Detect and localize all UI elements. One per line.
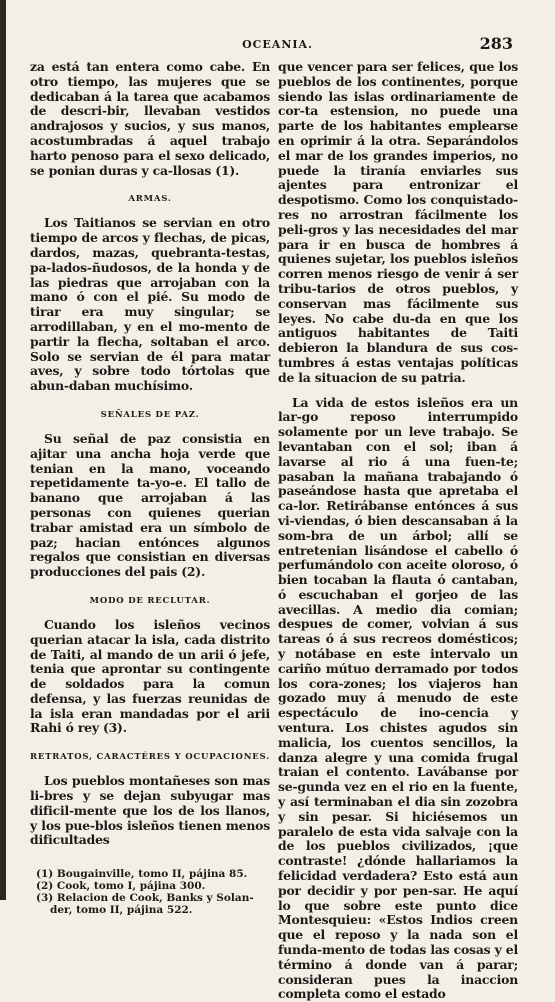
paragraph-armas: Los Taitianos se servian en otro tiempo de arcos y flechas, de picas, dardos, mazas, quebranta-testas, pa-lados-ñudosos, de la honda y de las piedras que arrojaban con la mano ó con el pié. Su modo de tirar era muy singular; se arrodillaban, y en el mo-mento de partir la flecha, soltaban el arco. Solo se servian de él para matar aves, y sobre todo tórtolas que abun-daban muchísimo.: [30, 215, 270, 394]
footnotes: [30, 868, 270, 916]
paragraph-islands: que vencer para ser felices, que los pueblos de los continentes, porque siendo las islas ordinariamente de cor-ta estension, no puede una parte de los habitantes emplearse en oprimir á la otra. Separándolos el mar de los grandes imperios, no puede la tiranía enviarles sus ajentes para entronizar el despotismo. Como los conquistado-res no arrostran fácilmente los peli-gros y las necesidades del mar para ir en busca de hombres á quienes sujetar, los pueblos isleños corren menos riesgo de venir á ser tribu-tarios de otros pueblos, y conservan mas fácilmente sus leyes. No cabe du-da en que los antiguos habitantes de Taiti debieron la blandura de sus cos-tumbres á estas ventajas políticas de la situacion de su patria.: [278, 59, 518, 385]
right-column: [278, 60, 518, 1002]
footnote-1: (1) Bougainville, tomo II, pájina 85.: [36, 868, 248, 881]
paragraph-retratos: Los pueblos montañeses son mas li-bres y se dejan subyugar mas dificil-mente que los de los llanos, y los pue-blos isleños tienen menos dificultades: [30, 773, 270, 848]
paragraph-reclutar: Cuando los isleños vecinos querian atacar la isla, cada distrito de Taiti, al mando de un arii ó jefe, tenia que aprontar su contingente de soldados para la comun defensa, y las fuerzas reunidas de la isla eran mandadas por el arii Rahi ó rey (3).: [30, 616, 270, 736]
footnote-3: (3) Relacion de Cook, Banks y Solan-der, tomo II, pájina 522.: [36, 892, 254, 917]
paragraph-daily-life: La vida de estos isleños era un lar-go reposo interrumpido solamente por un leve trabajo. Se levantaban con el sol; iban á lavarse al rio á una fuen-te; pasaban la mañana trabajando ó paseándose hasta que apretaba el ca-lor. Retirábanse entónces á sus vi-viendas, ó bien descansaban á la som-bra de un árbol; allí se entretenian lisándose el cabello ó perfumándolo con aceite oloroso, ó bien tocaban la flauta ó cantaban, ó escuchaban el gorjeo de las avecillas. A medio dia comian; despues de comer, volvian á sus tareas ó á sus recreos domésticos; y notábase en este intervalo un cariño mútuo derramado por todos los cora-zones; los viajeros han gozado muy á menudo de este espectáculo de ino-cencia y ventura. Los chistes agudos sin malicia, los cuentos sencillos, la danza alegre y una comida frugal traian el contento. Lavábanse por se-gunda vez en el rio en la fuente, y así terminaban el dia sin zozobra y sin pesar. Si hiciésemos un paralelo de esta vida salvaje con la de los pueblos civilizados, ¡que contraste! ¿dónde hallariamos la felicidad verdadera? Esto está aun por decidir y por pen-sar. He aquí lo que sobre este punto dice Montesquieu: «Estos Indios creen que el reposo y la nada son el funda-mento de todas las cosas y el término á donde van á parar; consideran pues la inaccion completa como el estado: [278, 394, 518, 1002]
footnote-2: (2) Cook, tomo I, pájina 300.: [36, 880, 206, 893]
paragraph-paz: Su señal de paz consistia en ajitar una ancha hoja verde que tenian en la mano, voceando repetidamente ta-yo-e. El tallo de banano que arrojaban á las personas con quienes querian trabar amistad era un símbolo de paz; hacian entónces algunos regalos que consistian en diversas producciones del pais (2).: [30, 430, 270, 580]
section-heading-reclutar: MODO DE RECLUTAR.: [89, 595, 211, 606]
running-title: OCEANIA.: [242, 38, 313, 51]
section-heading-retratos: RETRATOS, CARACTÉRES Y OCUPACIONES.: [30, 752, 270, 763]
running-head: [0, 34, 555, 54]
left-column: [30, 60, 270, 916]
page-number: 283: [479, 34, 513, 53]
continued-paragraph: za está tan entera como cabe. En otro tiempo, las mujeres que se dedicaban á la tarea que acabamos de descri-bir, llevaban vestidos andrajosos y sucios, y sus manos, acostumbradas á aquel trabajo harto penoso para el sexo delicado, se ponian duras y ca-llosas (1).: [30, 59, 270, 178]
section-heading-armas: ARMAS.: [128, 194, 172, 205]
binding-edge: [0, 0, 6, 900]
section-heading-paz: SEÑALES DE PAZ.: [100, 409, 200, 420]
